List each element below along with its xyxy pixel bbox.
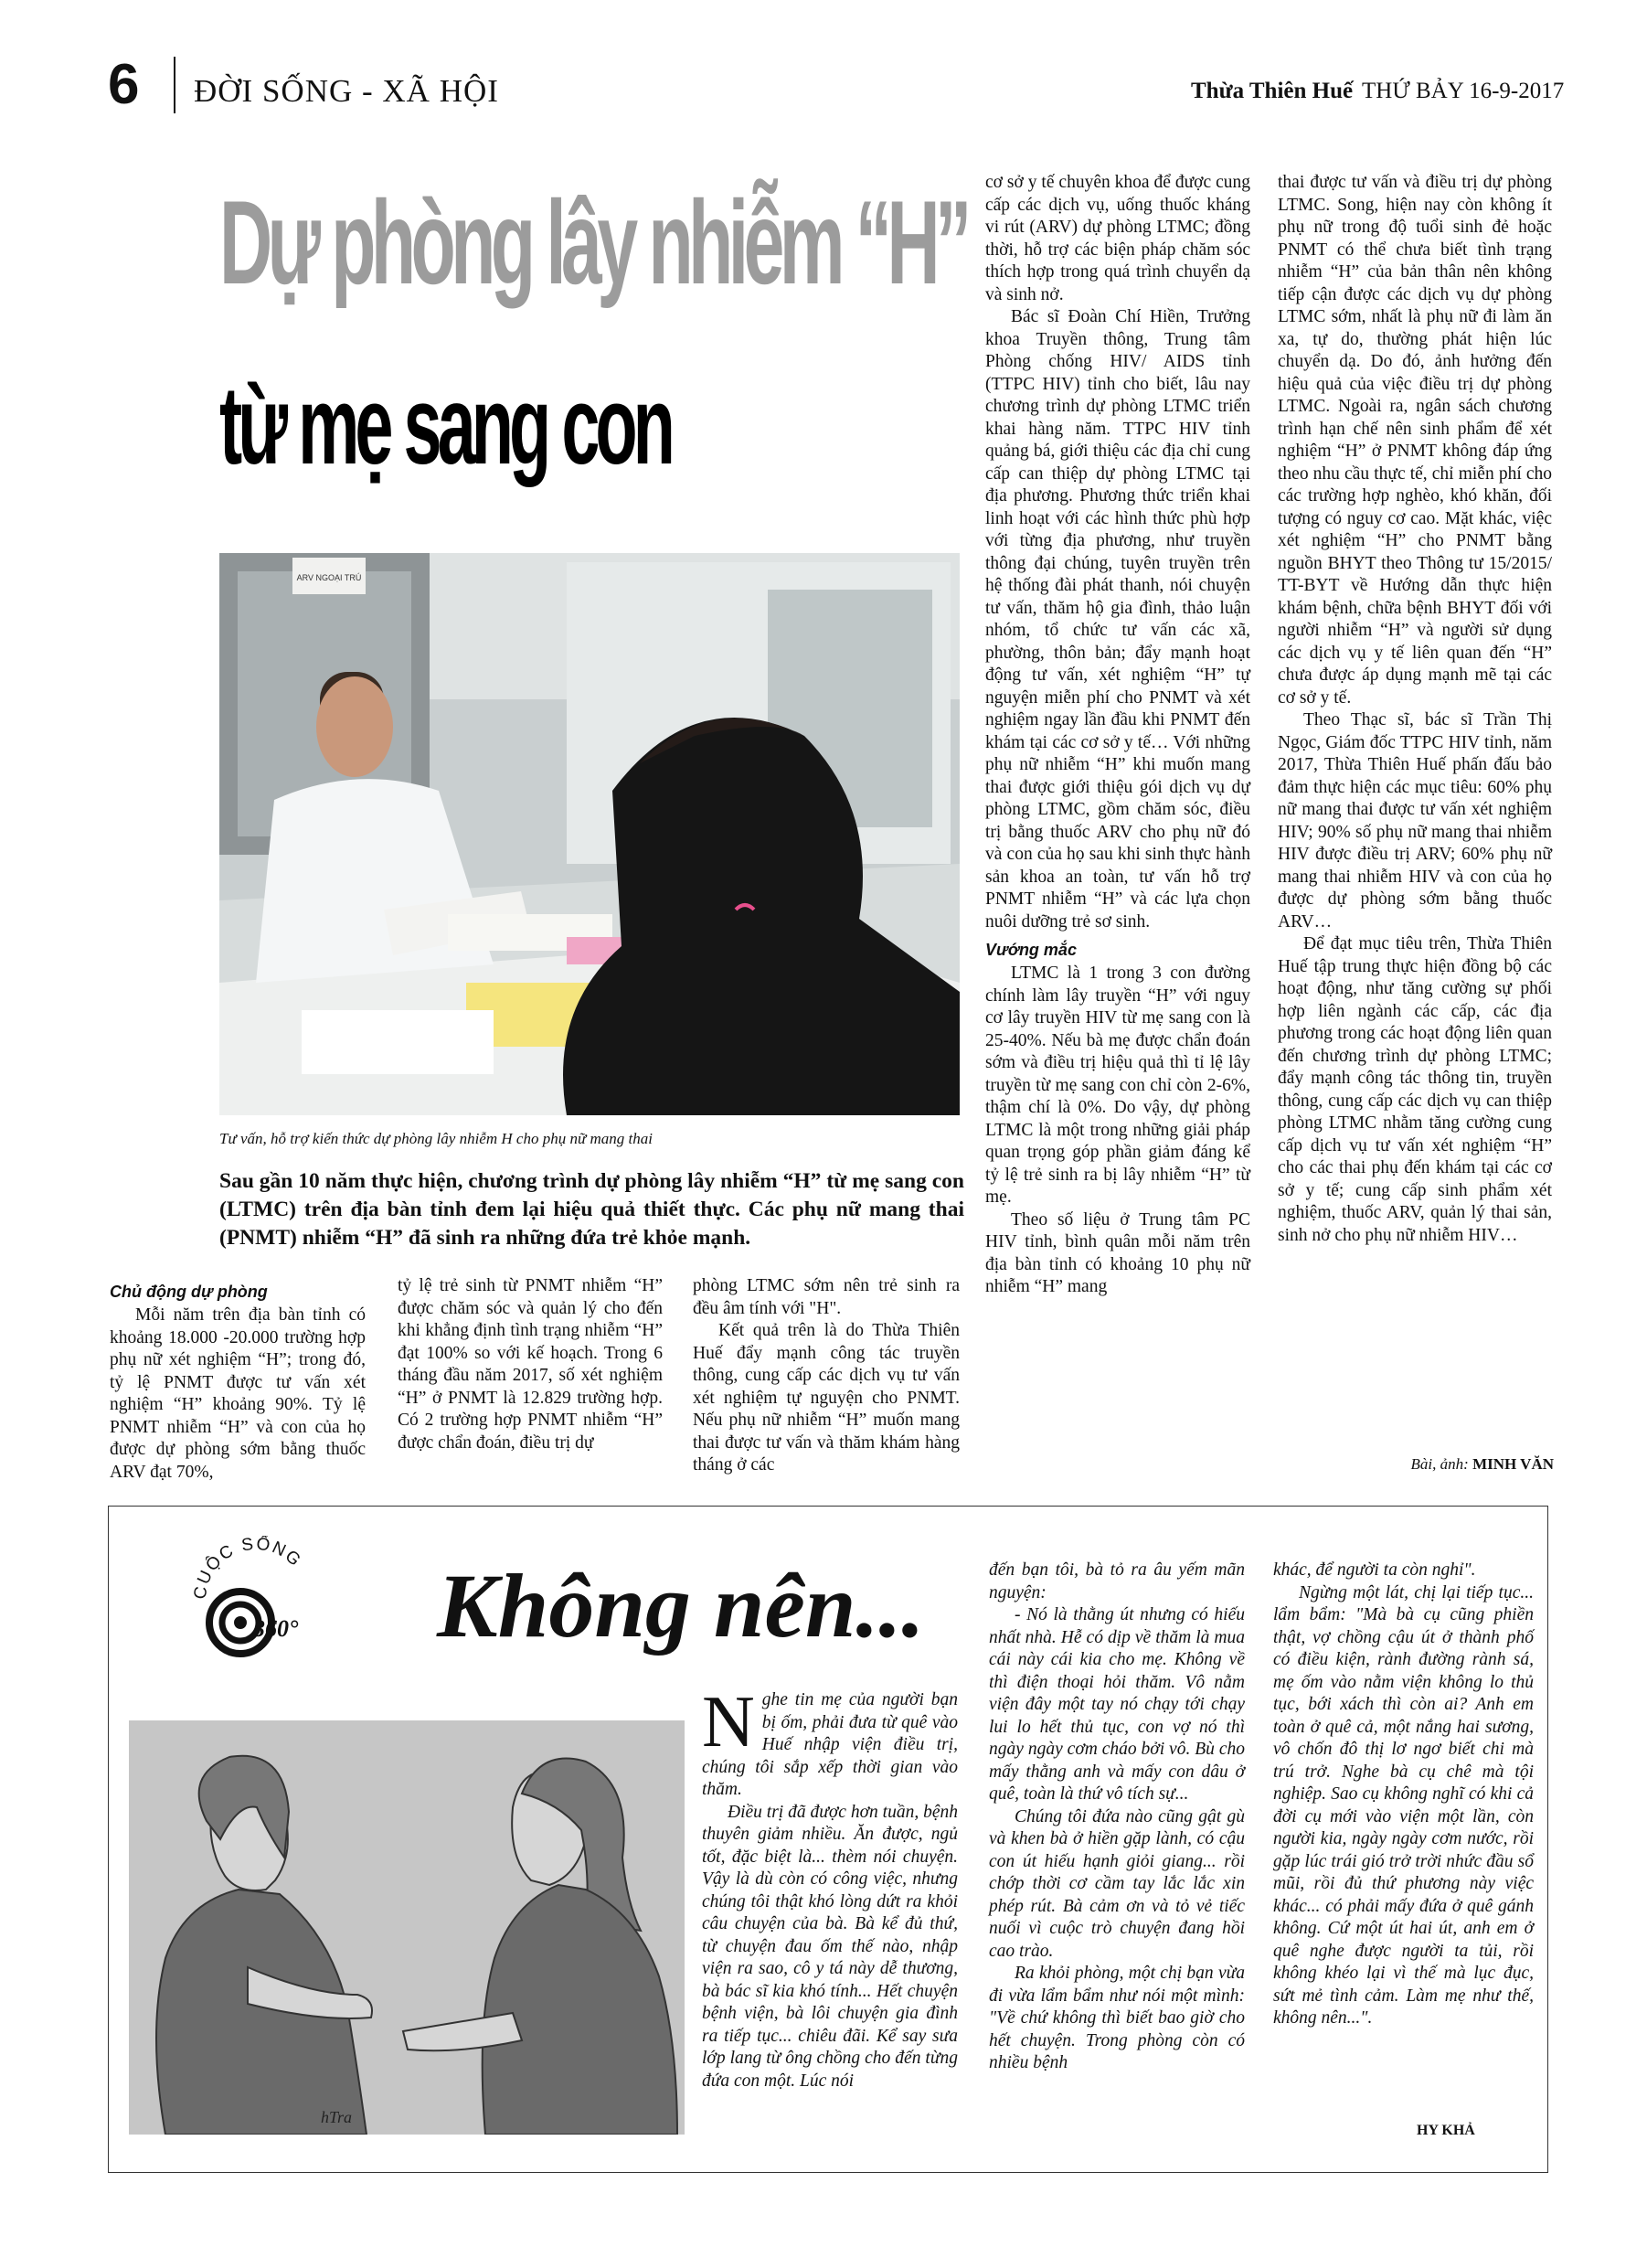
paragraph: - Nó là thằng út nhưng có hiếu nhất nhà. Hễ có dịp về thăm là mua cái này cái kia cho mẹ. Không về thì điện thoại hỏi thăm. Vô nằm viện đây một tay nó chạy tới chạy lui lo hết thủ tục, con vợ nó thì ngày ngày cơm cháo bởi vô. Bù cho mấy thằng anh và mấy con dâu ở quê, toàn là thứ vô tích sự... <box>989 1605 1245 1804</box>
subheading-chu-dong: Chủ động dự phòng <box>110 1283 268 1301</box>
paragraph: Kết quả trên là do Thừa Thiên Huế đẩy mạnh công tác truyền thông, cung cấp các dịch vụ tư vấn xét nghiệm tự nguyện cho PNMT. Nếu phụ nữ nhiễm “H” muốn mang thai được tư vấn và thăm khám hàng tháng ở các <box>693 1321 960 1475</box>
cuoc-song-logo <box>187 1536 324 1664</box>
paragraph: Ngừng một lát, chị lại tiếp tục... lẩm bẩm: "Mà bà cụ cũng phiền thật, vợ chồng cậu út ở thành phố có điều kiện, rành đường rành sá, mẹ ốm vào nằm viện không lo thủ tục, bới xách thì còn ai? Anh em toàn ở quê cả, một nắng hai sương, vô chốn đô thị lơ ngơ biết chi mà trú trở. Nghe bà cụ chê mà tội nghiệp. Sao cụ không nghĩ có khi cả đời cụ mới vào viện một lần, còn người kia, ngày ngày cơm nước, rồi gặp lúc trái gió trở trời nhức đầu sổ mũi, rồi đủ thứ phương này việc khác... có phải mấy đứa ở quê gánh không. Cứ một út hai út, anh em ở quê nghe được người ta tủi, rồi không khéo lại vì thế mà lục đục, sứt mẻ tình cảm. Làm mẹ như thế, không nên...". <box>1273 1582 1534 2028</box>
header-divider <box>174 57 175 113</box>
feature-column-1 <box>702 1682 958 2092</box>
article-byline <box>1371 1455 1554 1474</box>
photo-sign: ARV NGOẠI TRÚ <box>296 573 362 582</box>
paragraph: khác, để người ta còn nghỉ". <box>1273 1560 1476 1580</box>
feature-illustration <box>129 1720 685 2135</box>
paragraph: Để đạt mục tiêu trên, Thừa Thiên Huế tập trung thực hiện đồng bộ các hoạt động, như tăng cường sự phối hợp liên ngành các cấp, các địa phương trong các hoạt động liên quan đến chương trình dự phòng LTMC; đẩy mạnh công tác thông tin, truyền thông, cung cấp các dịch vụ can thiệp phòng LTMC nhằm tăng cường cung cấp dịch vụ tư vấn xét nghiệm “H” cho các thai phụ đến khám tại các cơ sở y tế; cung cấp sinh phẩm xét nghiệm, thuốc ARV, quản lý thai sản, sinh nở cho phụ nữ nhiễm HIV… <box>1278 934 1552 1245</box>
drop-cap: N <box>702 1682 755 1762</box>
feature-byline: HY KHẢ <box>1417 2123 1475 2138</box>
section-title: ĐỜI SỐNG - XÃ HỘI <box>194 73 499 109</box>
byline-author: MINH VĂN <box>1472 1455 1554 1473</box>
column-3 <box>693 1275 960 1477</box>
paragraph: Chúng tôi đứa nào cũng gật gù và khen bà ở hiền gặp lành, có cậu con út hiếu hạnh giỏi giang... rồi chớp thời cơ cầm tay lắc lắc xin phép rút. Bà cảm ơn và tỏ vẻ tiếc nuối vì cuộc trò chuyện đang hồi cao trào. <box>989 1806 1245 1961</box>
column-1 <box>110 1275 366 1484</box>
article-photo <box>219 553 960 1115</box>
logo-number: 360° <box>253 1615 299 1642</box>
column-5 <box>1278 172 1552 1247</box>
illustrator-signature: hTra <box>321 2108 353 2126</box>
column-4 <box>985 172 1250 1299</box>
paragraph: LTMC là 1 trong 3 con đường chính làm lây truyền “H” với nguy cơ lây truyền HIV từ mẹ sang con là 25-40%. Nếu bà mẹ được chẩn đoán sớm và điều trị hiệu quả thì tỉ lệ lây truyền từ mẹ sang con chỉ còn 2-6%, thậm chí là 0%. Do vậy, dự phòng LTMC là một trong những giải pháp quan trọng góp phần giảm đáng kể tỷ lệ trẻ sinh ra bị lây nhiễm “H” từ mẹ. <box>985 964 1250 1207</box>
paragraph: cơ sở y tế chuyên khoa để được cung cấp các dịch vụ, uống thuốc kháng vi rút (ARV) dự phòng LTMC; đồng thời, hỗ trợ các biện pháp chăm sóc thích hợp trong quá trình chuyển dạ và sinh nở. <box>985 173 1250 304</box>
paragraph: Theo số liệu ở Trung tâm PC HIV tỉnh, bình quân mỗi năm trên địa bàn tỉnh có khoảng 10 phụ nữ nhiễm “H” mang <box>985 1209 1250 1296</box>
feature-column-2 <box>989 1560 1245 2075</box>
page-number: 6 <box>108 53 140 116</box>
feature-title: Không nên... <box>437 1555 925 1656</box>
paragraph: đến bạn tôi, bà tỏ ra âu yếm mãn nguyện: <box>989 1560 1245 1603</box>
article-title-line1: Dự phòng lây nhiễm “H” <box>219 176 967 309</box>
subheading-vuong-mac: Vướng mắc <box>985 941 1077 959</box>
paragraph: ghe tin mẹ của người bạn bị ốm, phải đưa từ quê vào Huế nhập viện điều trị, chúng tôi sắp xếp thời gian vào thăm. <box>702 1690 958 1799</box>
issue-date: THỨ BẢY 16-9-2017 <box>1362 79 1565 103</box>
article-title-line2: từ mẹ sang con <box>219 363 671 487</box>
photo-caption: Tư vấn, hỗ trợ kiến thức dự phòng lây nhiễm H cho phụ nữ mang thai <box>219 1130 653 1147</box>
feature-column-3 <box>1273 1560 1534 2030</box>
paragraph: Theo Thạc sĩ, bác sĩ Trần Thị Ngọc, Giám đốc TTPC HIV tỉnh, năm 2017, Thừa Thiên Huế phấn đấu bảo đảm thực hiện các mục tiêu: 60% phụ nữ mang thai được tư vấn xét nghiệm HIV; 90% số phụ nữ mang thai nhiễm HIV được điều trị ARV; 60% phụ nữ mang thai nhiễm HIV và con của họ được dự phòng sớm bằng thuốc ARV… <box>1278 710 1552 932</box>
paragraph: thai được tư vấn và điều trị dự phòng LTMC. Song, hiện nay còn không ít phụ nữ trong độ tuổi sinh đẻ hoặc PNMT có thể chưa biết tình trạng nhiễm “H” của bản thân nên không tiếp cận được các dịch vụ dự phòng LTMC sớm, nhất là phụ nữ đi làm ăn xa, tự do, thường phát hiện lúc chuyển dạ. Do đó, ảnh hưởng đến hiệu quả của việc điều trị dự phòng LTMC. Ngoài ra, ngân sách chương trình hạn chế nên sinh phẩm để xét nghiệm “H” ở PNMT không đáp ứng theo nhu cầu thực tế, chỉ miễn phí cho các trường hợp nghèo, khó khăn, đối tượng có nguy cơ cao. Mặt khác, việc xét nghiệm “H” cho PNMT bằng nguồn BHYT theo Thông tư 15/2015/ TT-BYT về Hướng dẫn thực hiện khám bệnh, chữa bệnh BHYT đối với người nhiễm “H” và người sử dụng các dịch vụ y tế liên quan đến “H” chưa được áp dụng mạnh mẽ tại các cơ sở y tế. <box>1278 173 1552 708</box>
paragraph: phòng LTMC sớm nên trẻ sinh ra đều âm tính với "H". <box>693 1276 960 1318</box>
paragraph: tỷ lệ trẻ sinh từ PNMT nhiễm “H” được chăm sóc và quản lý cho đến khi khẳng định tình trạng nhiễm “H” đạt 100% so với kế hoạch. Trong 6 tháng đầu năm 2017, số xét nghiệm “H” ở PNMT là 12.829 trường hợp. Có 2 trường hợp PNMT nhiễm “H” được chẩn đoán, điều trị dự <box>398 1276 663 1453</box>
paragraph: Điều trị đã được hơn tuần, bệnh thuyên giảm nhiều. Ăn được, ngủ tốt, đặc biệt là... thèm nói chuyện. Vậy là dù còn có công việc, nhưng chúng tôi thật khó lòng dứt ra khỏi câu chuyện của bà. Bà kể đủ thứ, từ chuyện đau ốm thế nào, nhập viện ra sao, cô y tá này dễ thương, bà bác sĩ kia khó tính... Hết chuyện bệnh viện, bà lôi chuyện gia đình ra tiếp tục... chiêu đãi. Kể say sưa lớp lang từ ông chồng cho đến từng đứa con một. Lúc nói <box>702 1802 958 2091</box>
column-2 <box>398 1275 663 1454</box>
logo-graphic <box>187 1536 324 1664</box>
publication-name: Thừa Thiên Huế <box>1191 79 1354 103</box>
byline-label: Bài, ảnh: <box>1410 1455 1473 1473</box>
paragraph: Bác sĩ Đoàn Chí Hiền, Trưởng khoa Truyền thông, Trung tâm Phòng chống HIV/ AIDS tỉnh (TTPC HIV) tỉnh cho biết, lâu nay chương trình dự phòng LTMC triển khai hàng năm. TTPC HIV tỉnh quảng bá, giới thiệu các địa chỉ cung cấp can thiệp dự phòng LTMC tại địa phương. Phương thức triển khai linh hoạt với các hình thức phù hợp với từng địa phương, như truyền thông đại chúng, tuyên truyền trên hệ thống đài phát thanh, nói chuyện tư vấn, thăm hộ gia đình, thảo luận nhóm, tổ chức tư vấn các xã, phường, thôn bản; đẩy mạnh hoạt động tư vấn, xét nghiệm “H” tự nguyện miễn phí cho PNMT và xét nghiệm ngay lần đầu khi PNMT đến khám tại các cơ sở y tế… Với những phụ nữ nhiễm “H” khi muốn mang thai được giới thiệu gói dịch vụ dự phòng LTMC, gồm chăm sóc, điều trị bằng thuốc ARV cho phụ nữ đó và con của họ sau khi sinh thực hành sản khoa an toàn, tư vấn hỗ trợ PNMT nhiễm “H” và các lựa chọn nuôi dưỡng trẻ sơ sinh. <box>985 307 1250 932</box>
article-lead: Sau gần 10 năm thực hiện, chương trình dự phòng lây nhiễm “H” từ mẹ sang con (LTMC) trên địa bàn tỉnh đem lại hiệu quả thiết thực. Các phụ nữ mang thai (PNMT) nhiễm “H” đã sinh ra những đứa trẻ khỏe mạnh. <box>219 1169 964 1250</box>
photo-illustration <box>219 553 960 1115</box>
two-women-illustration <box>129 1720 685 2135</box>
logo-text: CUỘC SỐNG <box>190 1536 306 1601</box>
paragraph: Mỗi năm trên địa bàn tỉnh có khoảng 18.000 -20.000 trường hợp phụ nữ xét nghiệm “H”; trong đó, tỷ lệ PNMT được tư vấn xét nghiệm “H” khoảng 90%. Tỷ lệ PNMT nhiễm “H” và con của họ được dự phòng sớm bằng thuốc ARV đạt 70%, <box>110 1305 366 1482</box>
paragraph: Ra khỏi phòng, một chị bạn vừa đi vừa lẩm bẩm như nói một mình: "Về chứ không thì biết bao giờ cho hết chuyện. Trong phòng còn có nhiều bệnh <box>989 1964 1245 2072</box>
